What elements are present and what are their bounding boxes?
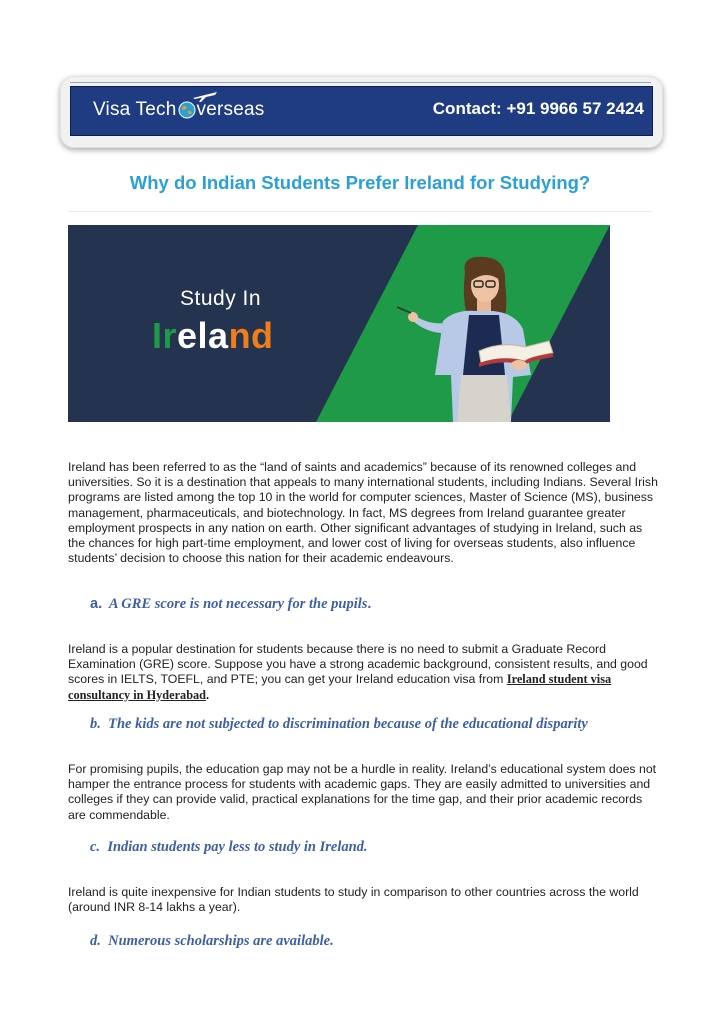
section-a-title: A GRE score is not necessary for the pupils bbox=[108, 596, 368, 612]
hero-text-ireland bbox=[152, 315, 274, 357]
logo bbox=[93, 99, 264, 127]
section-b-paragraph: For promising pupils, the education gap may not be a hurdle in reality. Ireland’s educational system does not hamper the entrance process for students with academic gaps. They are easily admitted to universities and colleges if they can provide valid, practical explanations for the time gap, and their prior academic records are commendable. bbox=[68, 762, 657, 822]
section-d-heading bbox=[90, 933, 690, 950]
section-a-heading bbox=[90, 596, 690, 613]
header-card bbox=[60, 76, 663, 148]
hero-text-ireland-white: ela bbox=[177, 315, 229, 356]
section-c-heading bbox=[90, 839, 690, 856]
section-a-paragraph bbox=[68, 642, 658, 703]
section-c-marker: c. bbox=[90, 839, 101, 855]
section-c-paragraph: Ireland is quite inexpensive for Indian students to study in comparison to other countries across the world (around INR 8-14 lakhs a year). bbox=[68, 885, 639, 915]
contact-number: Contact: +91 9966 57 2424 bbox=[432, 99, 644, 118]
page-title: Why do Indian Students Prefer Ireland for Studying? bbox=[129, 172, 591, 193]
ireland-visa-consultancy-link[interactable]: Ireland student visa consultancy in Hyderabad bbox=[68, 672, 612, 702]
section-a-title-end: . bbox=[367, 596, 372, 612]
section-b-heading bbox=[90, 716, 690, 733]
title-divider bbox=[68, 211, 653, 212]
section-a-marker: a. bbox=[90, 596, 103, 612]
header-banner bbox=[70, 86, 653, 136]
section-a-body-end: . bbox=[206, 687, 210, 702]
intro-paragraph: Ireland has been referred to as the “land of saints and academics” because of its renowned colleges and universities. So it is a destination that appeals to many international students, including Indians. Several Irish programs are listed among the top 10 in the world for computer sciences, Master of Science (MS), business management, pharmaceuticals, and biotechnology. In fact, MS degrees from Ireland guarantee greater employment prospects in any nation on earth. Other significant advantages of studying in Ireland, such as the chances for high part-time employment, and lower cost of living for overseas students, also influence students’ decision to choose this nation for their academic endeavours. bbox=[68, 460, 658, 566]
student-illustration bbox=[373, 225, 573, 422]
logo-text-overseas: verseas bbox=[196, 99, 265, 120]
hero-text-ireland-orange: nd bbox=[228, 315, 274, 356]
section-b-title: The kids are not subjected to discrimination because of the educational disparity bbox=[108, 716, 588, 732]
hero-text-ireland-green: Ir bbox=[152, 315, 178, 356]
section-c-title: Indian students pay less to study in Ireland. bbox=[107, 839, 368, 855]
logo-text-visa-tech: Visa Tech bbox=[93, 99, 177, 120]
section-d-marker: d. bbox=[90, 933, 101, 949]
hero-text-study-in: Study In bbox=[180, 287, 262, 310]
section-b-marker: b. bbox=[90, 716, 101, 732]
section-a-body: Ireland is a popular destination for students because there is no need to submit a Graduate Record Examination (GRE) score. Suppose you have a strong academic background, consistent results, and good scores in IELTS, TOEFL, and PTE; you can get your Ireland education visa from bbox=[68, 642, 648, 687]
globe-icon bbox=[178, 101, 196, 119]
header-divider bbox=[70, 82, 651, 83]
section-d-title: Numerous scholarships are available. bbox=[108, 933, 334, 949]
hero-banner bbox=[68, 225, 610, 422]
